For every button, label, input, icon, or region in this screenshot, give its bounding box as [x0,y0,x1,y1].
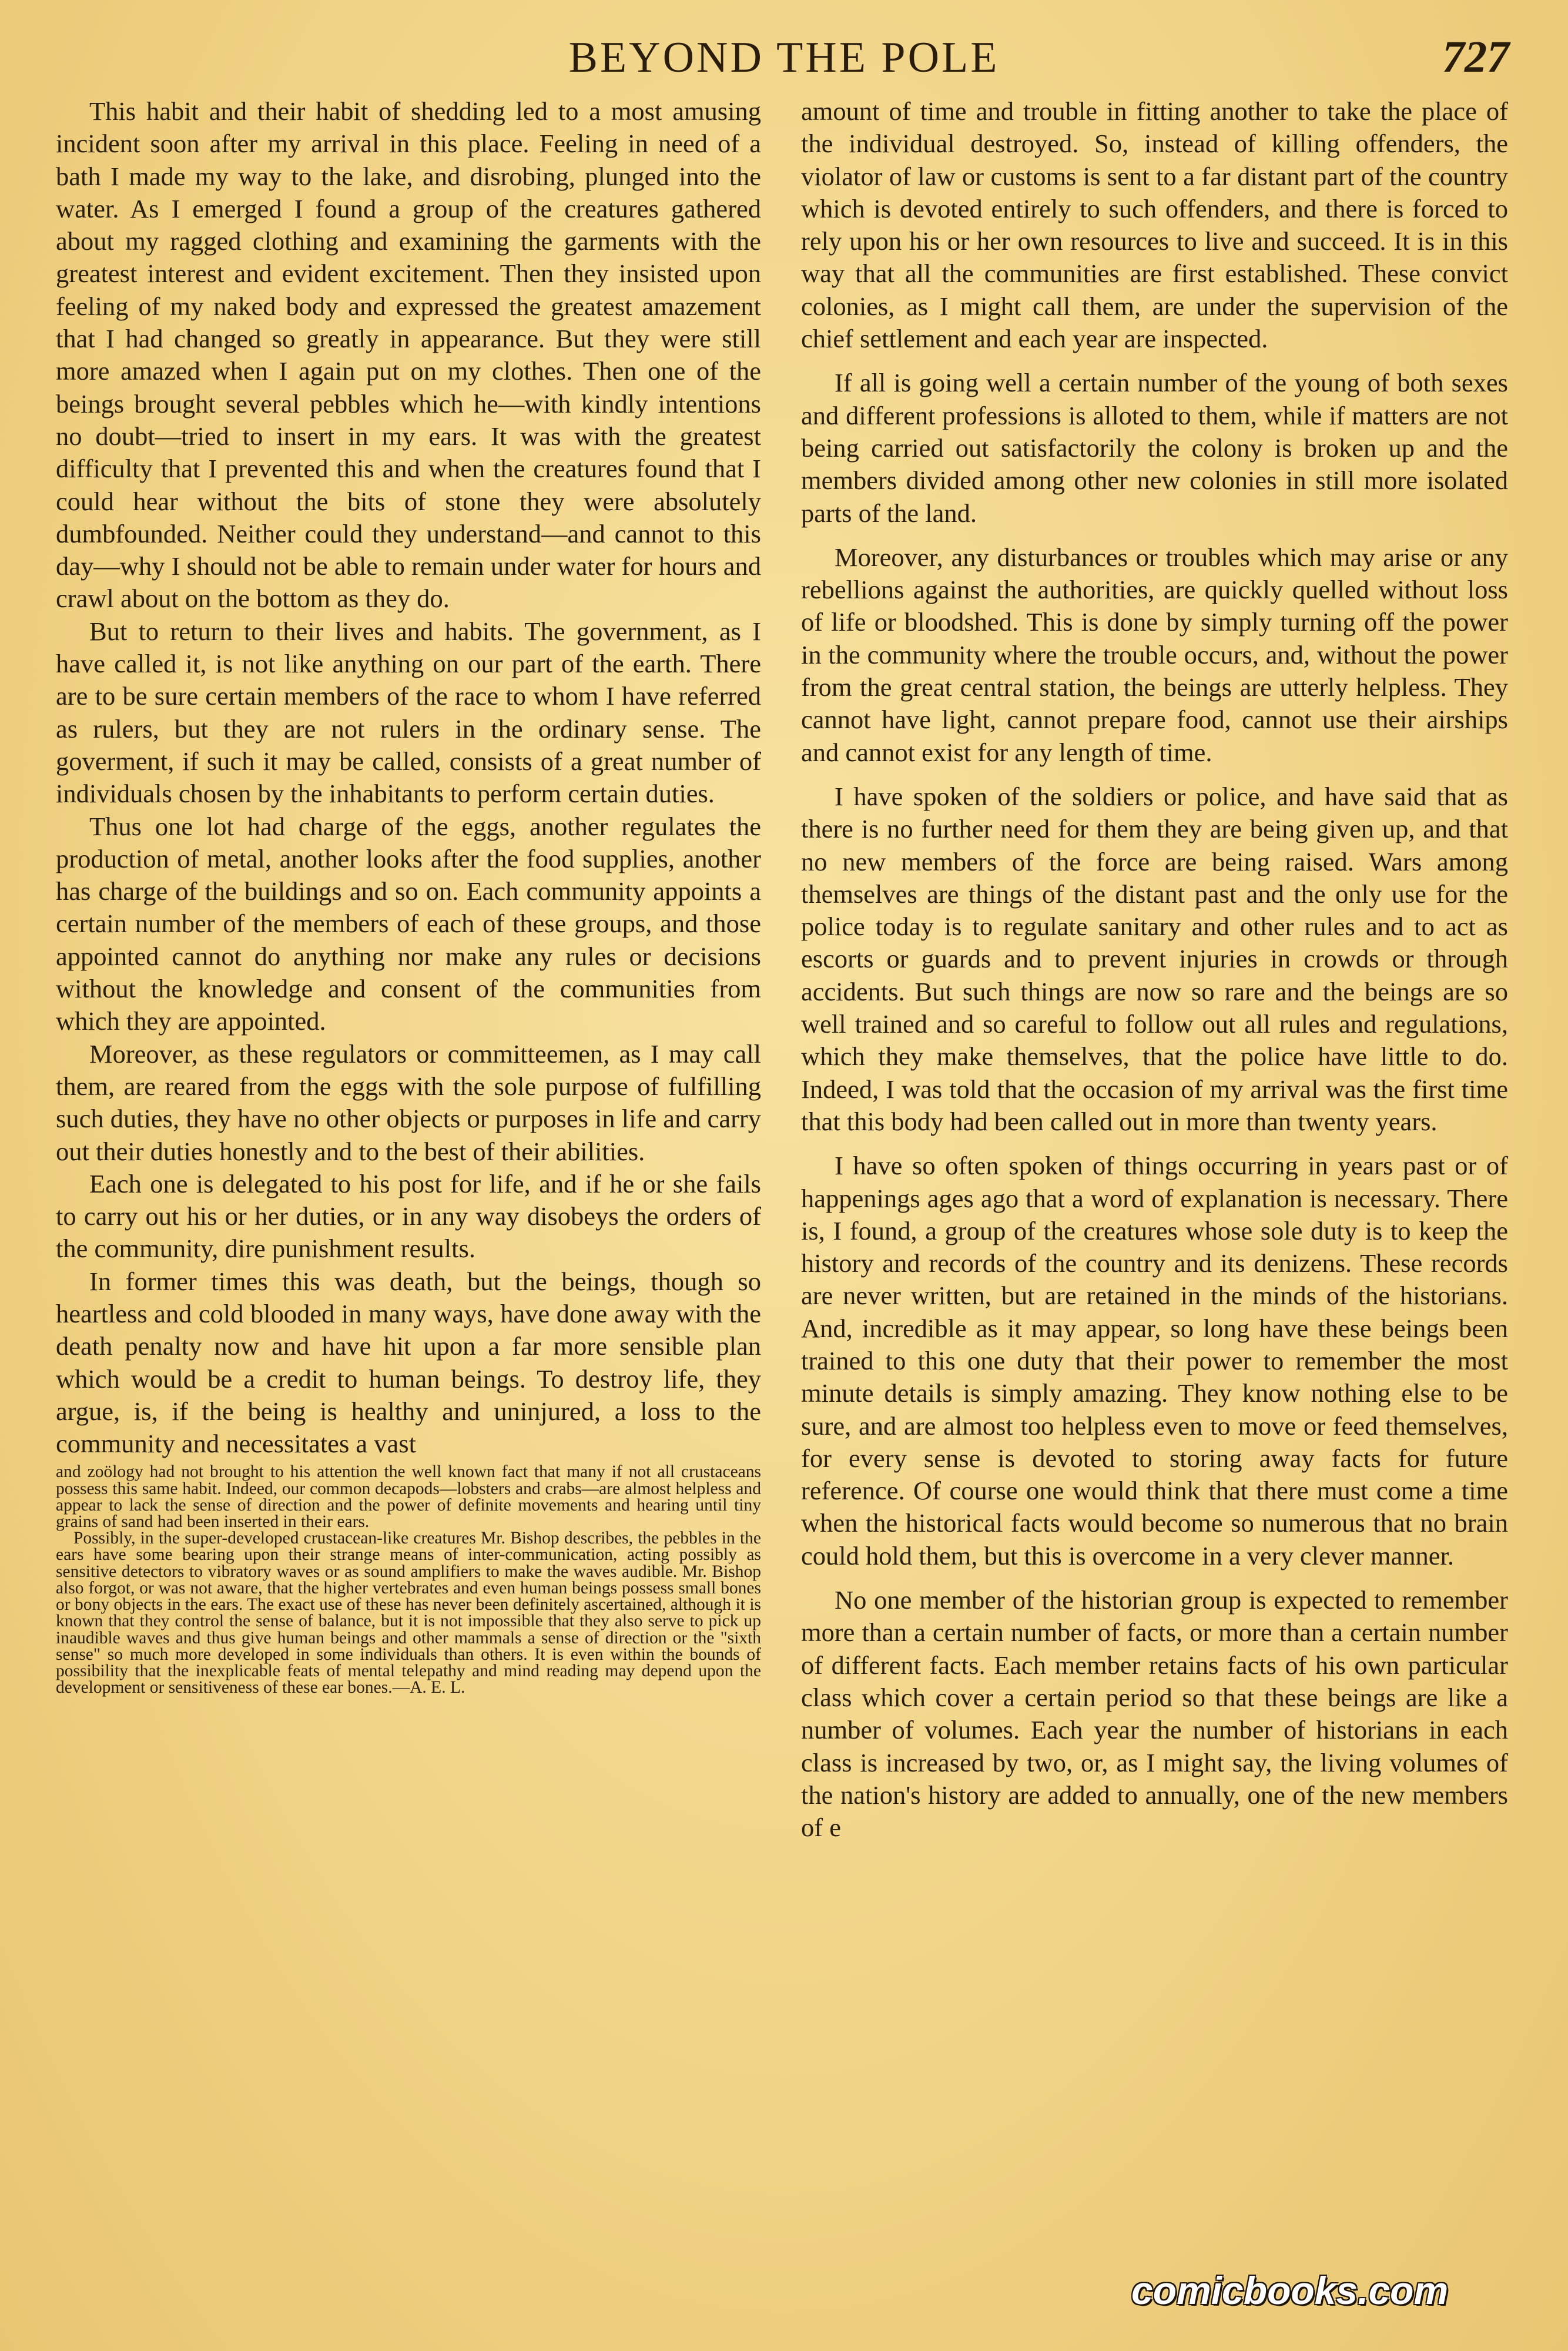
paragraph: Thus one lot had charge of the eggs, another regulates the production of metal, another looks after the food supplies, another has charge of the buildings and so on. Each community appoints a certain number of the members of each of these groups, and those appointed cannot do anything nor make any rules or decisions without the knowledge and consent of the communities from which they are appointed. [56,811,761,1036]
left-column [56,95,761,1696]
right-column [801,95,1508,1844]
footnote [56,1463,761,1696]
paragraph: Moreover, any disturbances or troubles which may arise or any rebellions against the authorities, are quickly quelled without loss of life or bloodshed. This is done by simply turning off the power in the community where the trouble occurs, and, without the power from the great central station, the beings are utterly helpless. They cannot have light, cannot prepare food, cannot use their airships and cannot exist for any length of time. [801,542,1508,767]
paragraph: amount of time and trouble in fitting another to take the place of the individual destroyed. So, instead of killing offenders, the violator of law or customs is sent to a far distant part of the country which is devoted entirely to such offenders, and there is forced to rely upon his or her own resources to live and succeed. It is in this way that all the communities are first established. These convict colonies, as I might call them, are under the supervision of the chief settlement and each year are inspected. [801,96,1508,354]
site-watermark: comicbooks.com [1131,2269,1449,2312]
paragraph: This habit and their habit of shedding led to a most amusing incident soon after my arrival in this place. Feeling in need of a bath I made my way to the lake, and disrobing, plunged into the water. As I emerged I found a group of the creatures gathered about my ragged clothing and examining the garments with the greatest interest and evident excitement. Then they insisted upon feeling of my naked body and expressed the greatest amazement that I had changed so greatly in appearance. But they were still more amazed when I again put on my clothes. Then one of the beings brought several pebbles which he—with kindly intentions no doubt—tried to insert in my ears. It was with the greatest difficulty that I prevented this and when the creatures found that I could hear without the bits of stone they were absolutely dumbfounded. Neither could they understand—and cannot to this day—why I should not be able to remain under water for hours and crawl about on the bottom as they do. [56,96,761,614]
paragraph: No one member of the historian group is expected to remember more than a certain number of facts, or more than a certain number of different facts. Each member retains facts of his own particular class which cover a certain period so that these beings are like a number of volumes. Each year the number of historians in each class is increased by two, or, as I might say, the living volumes of the nation's history are added to annually, one of the new members of e [801,1585,1508,1843]
paragraph: But to return to their lives and habits. The government, as I have called it, is not like anything on our part of the earth. There are to be sure certain members of the race to whom I have referred as rulers, but they are not rulers in the ordinary sense. The goverment, if such it may be called, consists of a great number of individuals chosen by the inhabitants to perform certain duties. [56,616,761,809]
footnote-paragraph: Possibly, in the super-developed crustacean-like creatures Mr. Bishop describes, the pebbles in the ears have some bearing upon their strange means of inter-communication, acting possibly as sensitive detectors to vibratory waves or as sound amplifiers to make the waves audible. Mr. Bishop also forgot, or was not aware, that the higher vertebrates and even human beings possess small bones or bony objects in the ears. The exact use of these has never been definitely ascertained, although it is known that they control the sense of balance, but it is not impossible that they also serve to pick up inaudible waves and thus give human beings and other mammals a sense of direction or the "sixth sense" so much more developed in some individuals than others. It is even within the bounds of possibility that the inexplicable feats of mental telepathy and mind reading may depend upon the development or sensitiveness of these ear bones.—A. E. L. [56,1529,761,1697]
running-title: BEYOND THE POLE [568,34,1000,82]
footnote-paragraph: and zoölogy had not brought to his attention the well known fact that many if not all crustaceans possess this same habit. Indeed, our common decapods—lobsters and crabs—are almost helpless and appear to lack the sense of direction and the power of definite movements and hearing until tiny grains of sand had been inserted in their ears. [56,1462,761,1532]
page-number: 727 [1442,32,1509,82]
paragraph: Each one is delegated to his post for life, and if he or she fails to carry out his or her duties, or in any way disobeys the orders of the community, dire punishment results. [56,1168,761,1264]
paragraph: In former times this was death, but the beings, though so heartless and cold blooded in many ways, have done away with the death penalty now and have hit upon a far more sensible plan which would be a credit to human beings. To destroy life, they argue, is, if the being is healthy and uninjured, a loss to the community and necessitates a vast [56,1266,761,1459]
paragraph: If all is going well a certain number of the young of both sexes and different professions is alloted to them, while if matters are not being carried out satisfactorily the colony is broken up and the members divided among other new colonies in still more isolated parts of the land. [801,368,1508,528]
paragraph: I have so often spoken of things occurring in years past or of happenings ages ago that a word of explanation is necessary. There is, I found, a group of the creatures whose sole duty is to keep the history and records of the country and its denizens. These records are never written, but are retained in the minds of the historians. And, incredible as it may appear, so long have these beings been trained to this one duty that their power to remember the most minute details is simply amazing. They know nothing else to be sure, and are almost too helpless even to move or feed themselves, for every sense is devoted to storing away facts for future reference. Of course one would think that there must come a time when the historical facts would become so numerous that no brain could hold them, but this is overcome in a very clever manner. [801,1151,1508,1570]
page-header [0,26,1568,91]
paragraph: I have spoken of the soldiers or police, and have said that as there is no further need for them they are being given up, and that no new members of the force are being raised. Wars among themselves are things of the distant past and the only use for the police today is to regulate sanitary and other rules and to act as escorts or guards and to prevent injuries in crowds or through accidents. But such things are now so rare and the beings are so well trained and so careful to follow out all rules and regulations, which they make themselves, that the police have little to do. Indeed, I was told that the occasion of my arrival was the first time that this body had been called out in more than twenty years. [801,781,1508,1136]
paragraph: Moreover, as these regulators or committeemen, as I may call them, are reared from the eggs with the sole purpose of fulfilling such duties, they have no other objects or purposes in life and carry out their duties honestly and to the best of their abilities. [56,1039,761,1166]
